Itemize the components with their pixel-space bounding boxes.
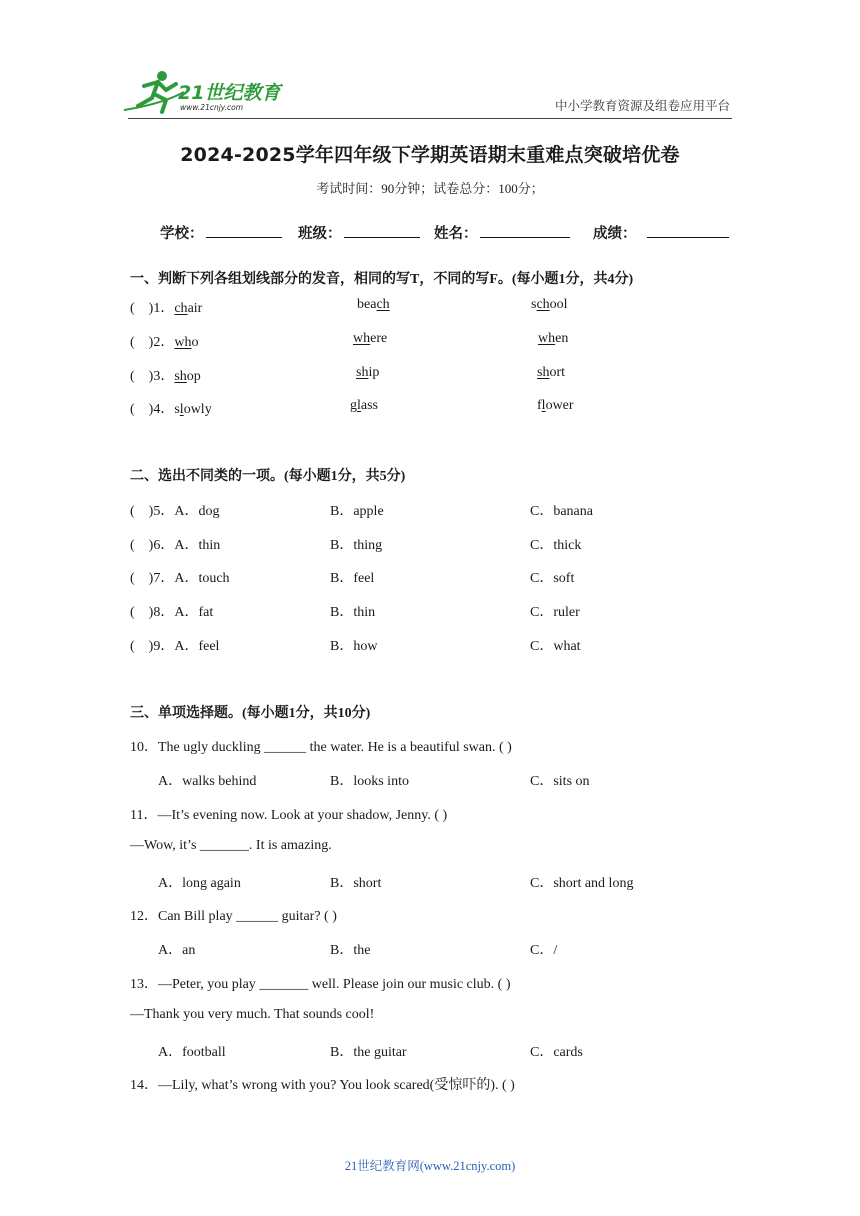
q1-option-c: school bbox=[531, 297, 568, 312]
q8-option-a: ( )8．A．fat bbox=[130, 605, 214, 620]
q11-stem: 11．—It’s evening now. Look at your shadow, Jenny. ( ) bbox=[130, 808, 448, 823]
q9-option-a: ( )9．A．feel bbox=[130, 639, 220, 654]
q12-stem: 12．Can Bill play ______ guitar? ( ) bbox=[130, 909, 337, 924]
q7-option-a: ( )7．A．touch bbox=[130, 571, 230, 586]
header-divider bbox=[128, 118, 732, 119]
footer-link[interactable]: 21世纪教育网(www.21cnjy.com) bbox=[344, 1159, 516, 1173]
platform-name: 中小学教育资源及组卷应用平台 bbox=[554, 99, 730, 113]
q4-option-b: glass bbox=[350, 398, 379, 413]
q13-option-c: C．cards bbox=[530, 1045, 583, 1060]
school-field[interactable] bbox=[160, 222, 282, 243]
exam-info: 考试时间：90分钟；试卷总分：100分； bbox=[316, 181, 544, 196]
q10-option-b: B．looks into bbox=[330, 774, 409, 789]
score-field[interactable] bbox=[593, 222, 729, 243]
q10-option-c: C．sits on bbox=[530, 774, 590, 789]
q8-option-b: B．thin bbox=[330, 605, 376, 620]
q10-stem: 10．The ugly duckling ______ the water. He is a beautiful swan. ( ) bbox=[130, 740, 512, 755]
q4-number: ( )4．slowly bbox=[130, 402, 212, 417]
q1-number: ( )1．chair bbox=[130, 301, 203, 316]
q13-stem: 13．—Peter, you play _______ well. Please join our music club. ( ) bbox=[130, 977, 511, 992]
q6-option-a: ( )6．A．thin bbox=[130, 538, 221, 553]
q5-option-c: C．banana bbox=[530, 504, 593, 519]
q13-option-a: A．football bbox=[158, 1045, 226, 1060]
q10-option-a: A．walks behind bbox=[158, 774, 257, 789]
class-field[interactable] bbox=[298, 222, 420, 243]
q11-option-b: B．short bbox=[330, 876, 382, 891]
name-field[interactable] bbox=[434, 222, 570, 243]
q13-line2: —Thank you very much. That sounds cool! bbox=[130, 1007, 375, 1022]
q11-option-c: C．short and long bbox=[530, 876, 634, 891]
q5-option-b: B．apple bbox=[330, 504, 384, 519]
q3-option-b: ship bbox=[356, 365, 380, 380]
q12-option-a: A．an bbox=[158, 943, 196, 958]
q2-option-c: when bbox=[538, 331, 569, 346]
class-blank[interactable] bbox=[344, 222, 420, 238]
name-label: 姓名： bbox=[434, 226, 478, 242]
logo bbox=[122, 66, 302, 118]
section3-heading: 三、单项选择题。(每小题1分，共10分) bbox=[130, 706, 371, 721]
q13-option-b: B．the guitar bbox=[330, 1045, 407, 1060]
q3-number: ( )3．shop bbox=[130, 369, 201, 384]
q8-option-c: C．ruler bbox=[530, 605, 580, 620]
score-blank[interactable] bbox=[647, 222, 729, 238]
q1-option-b: beach bbox=[357, 297, 390, 312]
score-label: 成绩： bbox=[593, 226, 637, 242]
q9-option-b: B．how bbox=[330, 639, 378, 654]
q11-option-a: A．long again bbox=[158, 876, 241, 891]
q6-option-b: B．thing bbox=[330, 538, 383, 553]
q5-option-a: ( )5．A．dog bbox=[130, 504, 220, 519]
section2-heading: 二、选出不同类的一项。(每小题1分，共5分) bbox=[130, 469, 406, 484]
q7-option-b: B．feel bbox=[330, 571, 375, 586]
school-blank[interactable] bbox=[206, 222, 282, 238]
q4-option-c: flower bbox=[537, 398, 574, 413]
section1-heading: 一、判断下列各组划线部分的发音，相同的写T，不同的写F。(每小题1分，共4分) bbox=[130, 272, 634, 287]
q2-option-b: where bbox=[353, 331, 388, 346]
q3-option-c: short bbox=[537, 365, 566, 380]
q11-line2: —Wow, it’s _______. It is amazing. bbox=[130, 838, 332, 853]
page-title: 2024-2025学年四年级下学期英语期末重难点突破培优卷 bbox=[180, 144, 680, 166]
q7-option-c: C．soft bbox=[530, 571, 575, 586]
q12-option-b: B．the bbox=[330, 943, 371, 958]
q9-option-c: C．what bbox=[530, 639, 581, 654]
q2-number: ( )2．who bbox=[130, 335, 199, 350]
logo-text: 21世纪教育 bbox=[178, 82, 281, 104]
q12-option-c: C．/ bbox=[530, 943, 558, 958]
name-blank[interactable] bbox=[480, 222, 570, 238]
q6-option-c: C．thick bbox=[530, 538, 582, 553]
school-label: 学校： bbox=[160, 226, 204, 242]
q14-stem: 14．—Lily, what’s wrong with you? You look scared(受惊吓的). ( ) bbox=[130, 1078, 515, 1093]
logo-url: www.21cnjy.com bbox=[180, 103, 244, 112]
class-label: 班级： bbox=[298, 226, 342, 242]
